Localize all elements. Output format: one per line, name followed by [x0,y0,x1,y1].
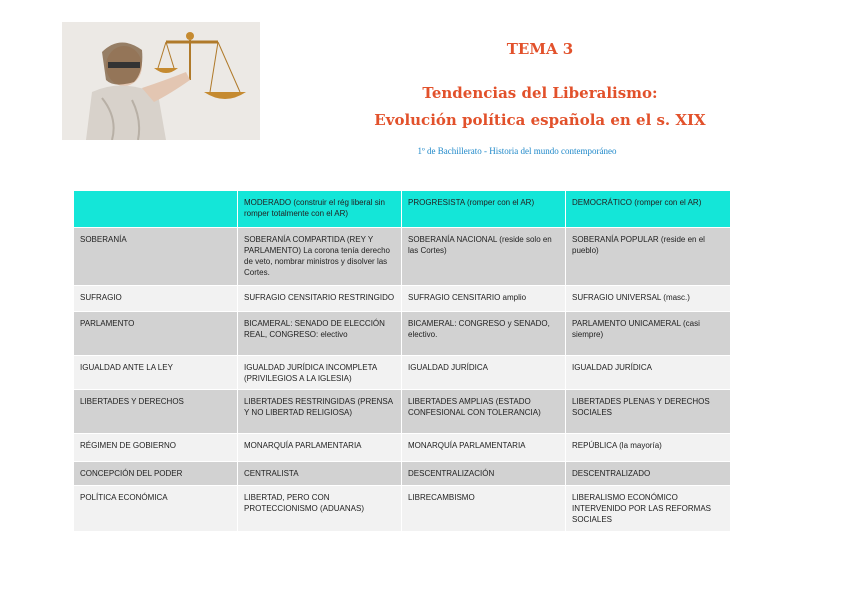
main-title-line1: Tendencias del Liberalismo: [422,84,658,102]
cell-moderado: SUFRAGIO CENSITARIO RESTRINGIDO [238,286,402,312]
cell-progresista: SUFRAGIO CENSITARIO amplio [402,286,566,312]
cell-progresista: LIBRECAMBISMO [402,486,566,532]
cell-progresista: IGUALDAD JURÍDICA [402,356,566,390]
cell-democratico: IGUALDAD JURÍDICA [566,356,731,390]
cell-democratico: SOBERANÍA POPULAR (reside en el pueblo) [566,228,731,286]
header-cell-moderado: MODERADO (construir el rég liberal sin romper totalmente con el AR) [238,191,402,228]
cell-democratico: LIBERTADES PLENAS Y DERECHOS SOCIALES [566,390,731,434]
header-cell-democratico: DEMOCRÁTICO (romper con el AR) [566,191,731,228]
table-row [74,462,731,486]
row-label: LIBERTADES Y DERECHOS [74,390,238,434]
table-header-row [74,191,731,228]
header-cell-progresista: PROGRESISTA (romper con el AR) [402,191,566,228]
cell-moderado: MONARQUÍA PARLAMENTARIA [238,434,402,462]
justice-statue-icon [62,22,260,140]
cell-moderado: LIBERTAD, PERO CON PROTECCIONISMO (ADUANAS) [238,486,402,532]
cell-progresista: LIBERTADES AMPLIAS (ESTADO CONFESIONAL CON TOLERANCIA) [402,390,566,434]
cell-democratico: SUFRAGIO UNIVERSAL (masc.) [566,286,731,312]
cell-progresista: BICAMERAL: CONGRESO y SENADO, electivo. [402,312,566,356]
table-row [74,312,731,356]
cell-democratico: DESCENTRALIZADO [566,462,731,486]
cell-moderado: IGUALDAD JURÍDICA INCOMPLETA (PRIVILEGIOS A LA IGLESIA) [238,356,402,390]
course-subtitle: 1º de Bachillerato - Historia del mundo contemporáneo [417,146,617,156]
table-row [74,486,731,532]
cell-progresista: DESCENTRALIZACIÓN [402,462,566,486]
row-label: PARLAMENTO [74,312,238,356]
table-row [74,390,731,434]
header-cell-empty [74,191,238,228]
main-title-line2: Evolución política española en el s. XIX [374,111,706,129]
cell-democratico: REPÚBLICA (la mayoría) [566,434,731,462]
row-label: IGUALDAD ANTE LA LEY [74,356,238,390]
cell-democratico: PARLAMENTO UNICAMERAL (casi siempre) [566,312,731,356]
row-label: POLÍTICA ECONÓMICA [74,486,238,532]
row-label: CONCEPCIÓN DEL PODER [74,462,238,486]
row-label: SUFRAGIO [74,286,238,312]
cell-democratico: LIBERALISMO ECONÓMICO INTERVENIDO POR LAS REFORMAS SOCIALES [566,486,731,532]
table-row [74,356,731,390]
cell-progresista: SOBERANÍA NACIONAL (reside solo en las Cortes) [402,228,566,286]
justice-statue-image [62,22,260,140]
cell-moderado: BICAMERAL: SENADO DE ELECCIÓN REAL, CONGRESO: electivo [238,312,402,356]
cell-progresista: MONARQUÍA PARLAMENTARIA [402,434,566,462]
table-row [74,228,731,286]
row-label: RÉGIMEN DE GOBIERNO [74,434,238,462]
tema-title: TEMA 3 [506,40,574,58]
cell-moderado: CENTRALISTA [238,462,402,486]
comparison-table [73,190,731,532]
table-row [74,286,731,312]
cell-moderado: LIBERTADES RESTRINGIDAS (PRENSA Y NO LIBERTAD RELIGIOSA) [238,390,402,434]
row-label: SOBERANÍA [74,228,238,286]
table-row [74,434,731,462]
cell-moderado: SOBERANÍA COMPARTIDA (REY Y PARLAMENTO) La corona tenía derecho de veto, nombrar ministros y disolver las Cortes. [238,228,402,286]
